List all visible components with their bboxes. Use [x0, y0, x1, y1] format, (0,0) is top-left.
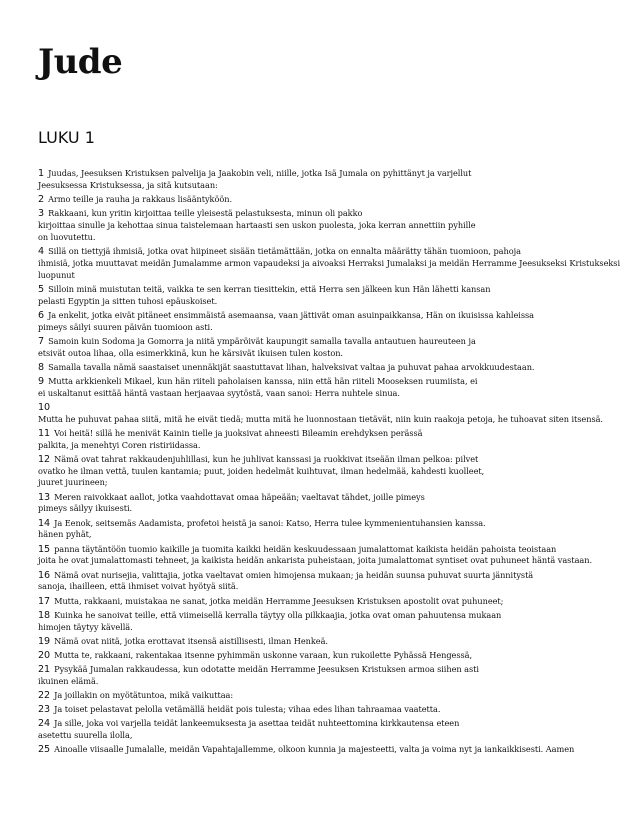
- verse-1: [38, 168, 580, 192]
- verse-text-line: Mutta, rakkaani, muistakaa ne sanat, jotka meidän Herramme Jeesuksen Kristuksen apostolit ovat puhuneet;: [54, 595, 504, 606]
- verse-text-line: etsivät outoa lihaa, olla esimerkkinä, kun he kärsivät ikuisen tulen koston.: [38, 347, 343, 358]
- verse-text-line: Kuinka he sanoivat teille, että viimeisellä kerralla täytyy olla pilkkaajia, jotka ovat oman pahuutensa mukaan: [54, 609, 502, 620]
- verse-3: [38, 208, 580, 243]
- verse-text-line: Ja sille, joka voi varjella teidät lankeemuksesta ja asettaa teidät nuhteettomina kirkkautensa eteen: [54, 718, 460, 729]
- verse-text-line: on luovutettu.: [38, 231, 96, 242]
- verse-number: 11: [38, 427, 54, 439]
- verse-text-line: panna täytäntöön tuomio kaikille ja tuomita kaikki heidän keskuudessaan jumalattomat kaikista heidän pahoista teoistaan: [54, 543, 557, 554]
- verse-text-line: sanoja, ihailleen, että ihmiset voivat hyötyä siitä.: [38, 581, 239, 592]
- verse-number: 20: [38, 649, 54, 661]
- verse-text-line: Jeesuksessa Kristuksessa, ja sitä kutsutaan:: [38, 179, 218, 190]
- verse-text-line: Mutta te, rakkaani, rakentakaa itsenne pyhimmän uskonne varaan, kun rukoilette Pyhässä Hengessä,: [54, 649, 473, 660]
- verse-number: 15: [38, 543, 54, 555]
- verse-number: 3: [38, 208, 48, 220]
- verse-number: 6: [38, 309, 48, 321]
- verse-text-line: joita he ovat jumalattomasti tehneet, ja kaikista heidän ankarista puheistaan, joita jumalattomat syntiset ovat puhuneet häntä vastaan.: [38, 555, 593, 566]
- verse-text-line: Juudas, Jeesuksen Kristuksen palvelija ja Jaakobin veli, niille, jotka Isä Jumala on pyhittänyt ja varjellut: [48, 168, 472, 178]
- verse-number: 12: [38, 453, 54, 465]
- verse-text-line: Silloin minä muistutan teitä, vaikka te sen kerran tiesittekin, että Herra sen jälkeen kun Hän lähetti kansan: [48, 283, 491, 294]
- verse-number: 18: [38, 609, 54, 621]
- verse-text-line: ikuinen elämä.: [38, 675, 99, 686]
- verse-number: 24: [38, 718, 54, 730]
- verse-text-line: Ja enkelit, jotka eivät pitäneet ensimmäistä asemaansa, vaan jättivät oman asuinpaikkansa, Hän on ikuisissa kahleissa: [48, 309, 534, 320]
- verse-text-line: ei uskaltanut esittää häntä vastaan herjaavaa syytöstä, vaan sanoi: Herra nuhtele sinua.: [38, 387, 400, 398]
- verse-text-line: Ja Eenok, seitsemäs Aadamista, profetoi heistä ja sanoi: Katso, Herra tulee kymmenientuhansien kanssa.: [54, 517, 486, 528]
- verse-text-line: Ja joillakin on myötätuntoa, mikä vaikuttaa:: [54, 690, 234, 701]
- verse-24: [38, 718, 580, 742]
- verse-number: 5: [38, 283, 48, 295]
- verse-number: 2: [38, 193, 48, 205]
- verse-text-line: Samalla tavalla nämä saastaiset unennäkijät saastuttavat lihan, halveksivat valtaa ja puhuvat pahaa arvokkuudestaan.: [48, 361, 535, 372]
- verse-number: 14: [38, 517, 54, 529]
- verse-2: [38, 194, 580, 206]
- verse-4: [38, 245, 621, 281]
- verse-text-line: himojen täytyy kävellä.: [38, 621, 133, 632]
- verse-21: [38, 664, 580, 688]
- verse-13: [38, 492, 580, 516]
- verse-25: [38, 744, 580, 756]
- verse-text-line: ovatko he ilman vettä, tuulen kantamia; puut, joiden hedelmät kuihtuvat, ilman hedelmää, kahdesti kuolleet,: [38, 465, 485, 476]
- verse-text-line: kirjoittaa sinulle ja kehottaa sinua taistelemaan hartaasti sen uskon puolesta, joka kerran annettiin pyhille: [38, 219, 476, 230]
- verse-8: [38, 362, 580, 374]
- verse-text-line: Armo teille ja rauha ja rakkaus lisääntyköön.: [48, 193, 233, 204]
- verse-text-line: Nämä ovat niitä, jotka erottavat itsensä aistillisesti, ilman Henkeä.: [54, 635, 328, 646]
- verse-text-line: asetettu suurella ilolla,: [38, 730, 133, 741]
- verse-number: 8: [38, 361, 48, 373]
- verse-number: 23: [38, 704, 54, 716]
- verse-5: [38, 284, 580, 308]
- verse-number: 1: [38, 168, 48, 179]
- verse-number: 9: [38, 375, 48, 387]
- verse-number: 21: [38, 664, 54, 676]
- verse-22: [38, 690, 580, 702]
- chapter-heading: LUKU 1: [38, 128, 95, 147]
- verse-text-line: Voi heitä! sillä he menivät Kainin tielle ja juoksivat ahneesti Bileamin erehdyksen perässä: [54, 427, 423, 438]
- verse-6: [38, 310, 580, 334]
- verse-text-line: ihmisiä, jotka muuttavat meidän Jumalamme armon vapaudeksi ja aivoaksi Herraksi Jumalaksi ja meidän Herramme Jeesukseksi Kristukseksi: [38, 257, 621, 268]
- verse-number: 13: [38, 491, 54, 503]
- verse-number: 25: [38, 744, 54, 756]
- book-title: Jude: [38, 42, 123, 82]
- verse-17: [38, 596, 580, 608]
- verse-16: [38, 570, 580, 594]
- verse-number: 7: [38, 335, 48, 347]
- verse-9: [38, 376, 580, 400]
- verse-text-line: Rakkaani, kun yritin kirjoittaa teille yleisestä pelastuksesta, minun oli pakko: [48, 208, 363, 219]
- verse-text-line: pelasti Egyptin ja sitten tuhosi epäuskoiset.: [38, 295, 218, 306]
- verse-number: 16: [38, 569, 54, 581]
- verse-text-line: palkita, ja menehtyi Coren ristiriidassa.: [38, 439, 201, 450]
- verse-number: 22: [38, 690, 54, 702]
- verse-text-line: pimeys säilyy ikuisesti.: [38, 503, 133, 514]
- verse-11: [38, 428, 580, 452]
- verse-text-line: Nämä ovat nurisejia, valittajia, jotka vaeltavat omien himojensa mukaan; ja heidän suunsa puhuvat suurta jännitystä: [54, 569, 534, 580]
- verse-12: [38, 454, 580, 489]
- verse-text-line: Samoin kuin Sodoma ja Gomorra ja niitä ympäröivät kaupungit samalla tavalla antautuen haureuteen ja: [48, 335, 476, 346]
- verse-14: [38, 518, 580, 542]
- verse-15: [38, 543, 593, 568]
- verse-number: 10: [38, 401, 51, 413]
- verse-text-line: juuret juurineen;: [38, 477, 108, 488]
- verse-text-line: Pysykää Jumalan rakkaudessa, kun odotatte meidän Herramme Jeesuksen Kristuksen armoa siihen asti: [54, 664, 479, 675]
- verse-text-line: Nämä ovat tahrat rakkaudenjuhlillasi, kun he juhlivat kanssasi ja ruokkivat itseään ilman pelkoa: pilvet: [54, 453, 479, 464]
- verse-text-line: luopunut: [38, 269, 75, 280]
- verse-text-line: pimeys säilyi suuren päivän tuomioon asti.: [38, 321, 213, 332]
- verse-text-line: Ja toiset pelastavat pelolla vetämällä heidät pois tulesta; vihaa edes lihan tahraamaa vaatetta.: [54, 704, 441, 715]
- verse-number: 17: [38, 595, 54, 607]
- verse-18: [38, 610, 580, 634]
- verse-text-line: Sillä on tiettyjä ihmisiä, jotka ovat hiipineet sisään tietämättään, jotka on ennalta määrätty tähän tuomioon, pahoja: [48, 245, 521, 256]
- verse-list: [38, 168, 621, 756]
- verse-text-line: hänen pyhät,: [38, 529, 92, 540]
- verse-text-line: Mutta he puhuvat pahaa siitä, mitä he eivät tiedä; mutta mitä he luonnostaan tietävät, niin kuin raakoja petoja, he tuhoavat siten itsensä.: [38, 413, 603, 424]
- verse-text-line: Mutta arkkienkeli Mikael, kun hän riiteli paholaisen kanssa, niin että hän riiteli Mooseksen ruumiista, ei: [48, 375, 478, 386]
- verse-20: [38, 650, 580, 662]
- verse-23: [38, 704, 580, 716]
- verse-text-line: Meren raivokkaat aallot, jotka vaahdottavat omaa häpeään; vaeltavat tähdet, joille pimeys: [54, 491, 425, 502]
- verse-10: [38, 401, 603, 426]
- verse-19: [38, 636, 580, 648]
- verse-text-line: Ainoalle viisaalle Jumalalle, meidän Vapahtajallemme, olkoon kunnia ja majesteetti, valta ja voima nyt ja iankaikkisesti. Aamen: [54, 744, 575, 755]
- verse-number: 19: [38, 635, 54, 647]
- verse-number: 4: [38, 245, 48, 257]
- verse-7: [38, 336, 580, 360]
